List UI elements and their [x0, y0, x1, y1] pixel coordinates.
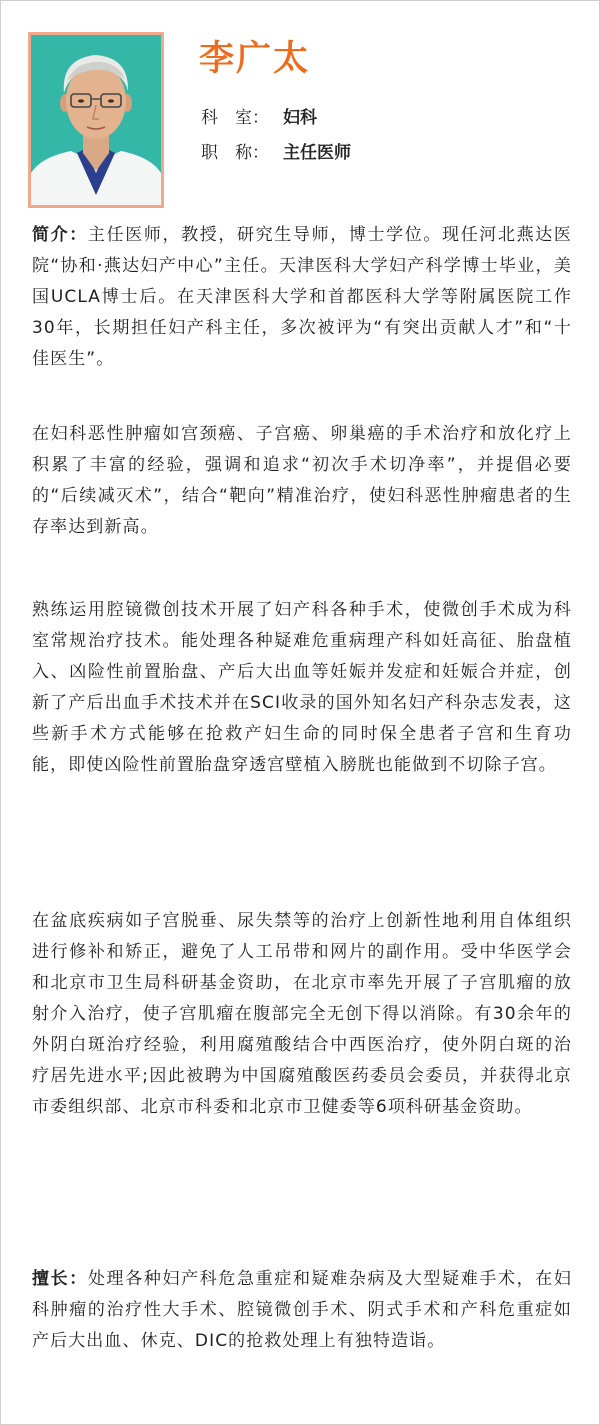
- department-row: [201, 106, 317, 130]
- specialty-text: 处理各种妇产科危急重症和疑难杂病及大型疑难手术，在妇科肿瘤的治疗性大手术、腔镜微创手术、阴式手术和产科危重症如产后大出血、休克、DIC的抢救处理上有独特造诣。: [32, 1269, 572, 1351]
- title-label: 职 称：: [201, 143, 269, 163]
- doctor-name: 李广太: [199, 39, 311, 79]
- title-value: 主任医师: [283, 143, 351, 163]
- intro-lead: 简介：: [32, 225, 88, 245]
- doctor-portrait-image: [31, 35, 161, 205]
- department-label: 科 室：: [201, 108, 269, 128]
- oncology-paragraph: 在妇科恶性肿瘤如宫颈癌、子宫癌、卵巢癌的手术治疗和放化疗上积累了丰富的经验，强调和追求“初次手术切净率”，并提倡必要的“后续减灭术”，结合“靶向”精准治疗，使妇科恶性肿瘤患者的生存率达到新高。: [32, 424, 572, 537]
- intro-text: 主任医师，教授，研究生导师，博士学位。现任河北燕达医院“协和·燕达妇产中心”主任。天津医科大学妇产科学博士毕业，美国UCLA博士后。在天津医科大学和首都医科大学等附属医院工作30年，长期担任妇产科主任，多次被评为“有突出贡献人才”和“十佳医生”。: [32, 225, 572, 369]
- doctor-photo: [28, 32, 164, 208]
- pelvic-floor-paragraph: 在盆底疾病如子宫脱垂、尿失禁等的治疗上创新性地利用自体组织进行修补和矫正，避免了人工吊带和网片的副作用。受中华医学会和北京市卫生局科研基金资助，在北京市率先开展了子宫肌瘤的放射介入治疗，使子宫肌瘤在腹部完全无创下得以消除。有30余年的外阴白斑治疗经验，利用腐殖酸结合中西医治疗，使外阴白斑的治疗居先进水平;因此被聘为中国腐殖酸医药委员会委员，并获得北京市委组织部、北京市科委和北京市卫健委等6项科研基金资助。: [32, 911, 572, 1117]
- title-row: [201, 141, 351, 165]
- intro-paragraph: [32, 220, 572, 375]
- specialty-paragraph: [32, 1264, 572, 1357]
- specialty-lead: 擅长：: [32, 1269, 88, 1289]
- laparoscopy-paragraph: 熟练运用腔镜微创技术开展了妇产科各种手术，使微创手术成为科室常规治疗技术。能处理各种疑难危重病理产科如妊高征、胎盘植入、凶险性前置胎盘、产后大出血等妊娠并发症和妊娠合并症，创新了产后出血手术技术并在SCI收录的国外知名妇产科杂志发表，这些新手术方式能够在抢救产妇生命的同时保全患者子宫和生育功能，即使凶险性前置胎盘穿透宫壁植入膀胱也能做到不切除子宫。: [32, 600, 572, 775]
- department-value: 妇科: [283, 108, 317, 128]
